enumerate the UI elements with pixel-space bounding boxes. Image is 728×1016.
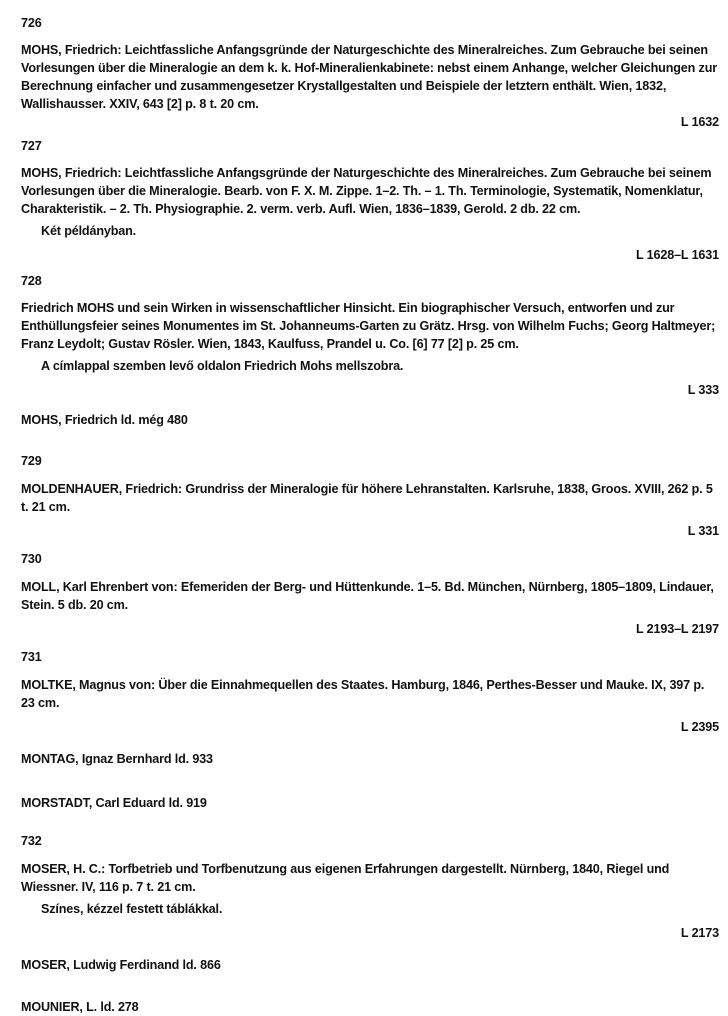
cross-reference-text: MONTAG, Ignaz Bernhard ld. 933: [21, 752, 213, 766]
entry-note: A címlappal szemben levő oldalon Friedrich Mohs mellszobra.: [41, 359, 404, 373]
cross-reference-text: MOUNIER, L. ld. 278: [21, 1000, 139, 1014]
entry-description: MOSER, H. C.: Torfbetrieb und Torfbenutzung aus eigenen Erfahrungen dargestellt. Nürnberg, 1840, Riegel und Wiessner. IV, 116 p. 7 t. 21 cm.: [21, 862, 670, 894]
entry-description: MOHS, Friedrich: Leichtfassliche Anfangsgründe der Naturgeschichte des Mineralreiches. Zum Gebrauche bei seinem Vorlesungen über die Mineralogie. Bearb. von F. X. M. Zippe. 1–2. Th. – 1. Th. Terminologie, Systematik, Nomenklatur, Charakteristik. – 2. Th. Physiographie. 2. verm. verb. Aufl. Wien, 1836–1839, Gerold. 2 db. 22 cm.: [21, 166, 712, 216]
cross-reference: [21, 998, 719, 1016]
catalog-entry-726: [21, 14, 719, 131]
entry-note: Két példányban.: [41, 224, 137, 238]
shelfmark: L 2395: [680, 720, 719, 734]
cross-reference: [21, 750, 719, 768]
cross-reference-text: MOHS, Friedrich ld. még 480: [21, 413, 188, 427]
cross-reference: [21, 794, 719, 812]
shelfmark: L 331: [687, 524, 719, 538]
entry-number: 726: [21, 16, 42, 30]
catalog-entry-728: [21, 272, 719, 399]
entry-description: MOLL, Karl Ehrenbert von: Efemeriden der Berg- und Hüttenkunde. 1–5. Bd. München, Nürnberg, 1805–1809, Lindauer, Stein. 5 db. 20 cm.: [21, 580, 714, 612]
shelfmark: L 333: [687, 383, 719, 397]
entry-number: 729: [21, 454, 42, 468]
cross-reference: [21, 411, 719, 429]
cross-reference-text: MOSER, Ludwig Ferdinand ld. 866: [21, 958, 221, 972]
shelfmark: L 2193–L 2197: [635, 622, 719, 636]
catalog-entry-730: [21, 550, 719, 638]
catalog-entry-731: [21, 648, 719, 736]
entry-description: MOLTKE, Magnus von: Über die Einnahmequellen des Staates. Hamburg, 1846, Perthes-Besser und Mauke. IX, 397 p. 23 cm.: [21, 678, 705, 710]
cross-reference: [21, 956, 719, 974]
entry-description: Friedrich MOHS und sein Wirken in wissenschaftlicher Hinsicht. Ein biographischer Versuch, entworfen und zur Enthüllungsfeier seines Monumentes im St. Johanneums-Garten zu Grätz. Hrsg. von Wilhelm Fuchs; Georg Haltmeyer; Franz Leydolt; Gustav Rösler. Wien, 1843, Kaulfuss, Prandel u. Co. [6] 77 [2] p. 25 cm.: [21, 301, 716, 351]
catalog-entry-727: [21, 137, 719, 264]
shelfmark: L 2173: [680, 926, 719, 940]
entry-note: Színes, kézzel festett táblákkal.: [41, 902, 223, 916]
entry-description: MOLDENHAUER, Friedrich: Grundriss der Mineralogie für höhere Lehranstalten. Karlsruhe, 1838, Groos. XVIII, 262 p. 5 t. 21 cm.: [21, 482, 713, 514]
entry-number: 728: [21, 274, 42, 288]
catalog-entry-729: [21, 452, 719, 540]
entry-number: 730: [21, 552, 42, 566]
shelfmark: L 1632: [680, 115, 719, 129]
entry-number: 731: [21, 650, 42, 664]
cross-reference-text: MORSTADT, Carl Eduard ld. 919: [21, 796, 207, 810]
catalog-entry-732: [21, 832, 719, 942]
entry-number: 732: [21, 834, 42, 848]
entry-description: MOHS, Friedrich: Leichtfassliche Anfangsgründe der Naturgeschichte des Mineralreiches. Zum Gebrauche bei seinen Vorlesungen über die Mineralogie an dem k. k. Hof-Mineralienkabinete: nebst einem Anhange, welcher Gleichungen zur Berechnung einfacher und zusammengesetzer Krystallgestalten und Beispiele der letztern enthält. Wien, 1832, Wallishausser. XXIV, 643 [2] p. 8 t. 20 cm.: [21, 43, 717, 111]
shelfmark: L 1628–L 1631: [635, 248, 719, 262]
catalog-entries: [21, 14, 719, 1016]
entry-number: 727: [21, 139, 42, 153]
